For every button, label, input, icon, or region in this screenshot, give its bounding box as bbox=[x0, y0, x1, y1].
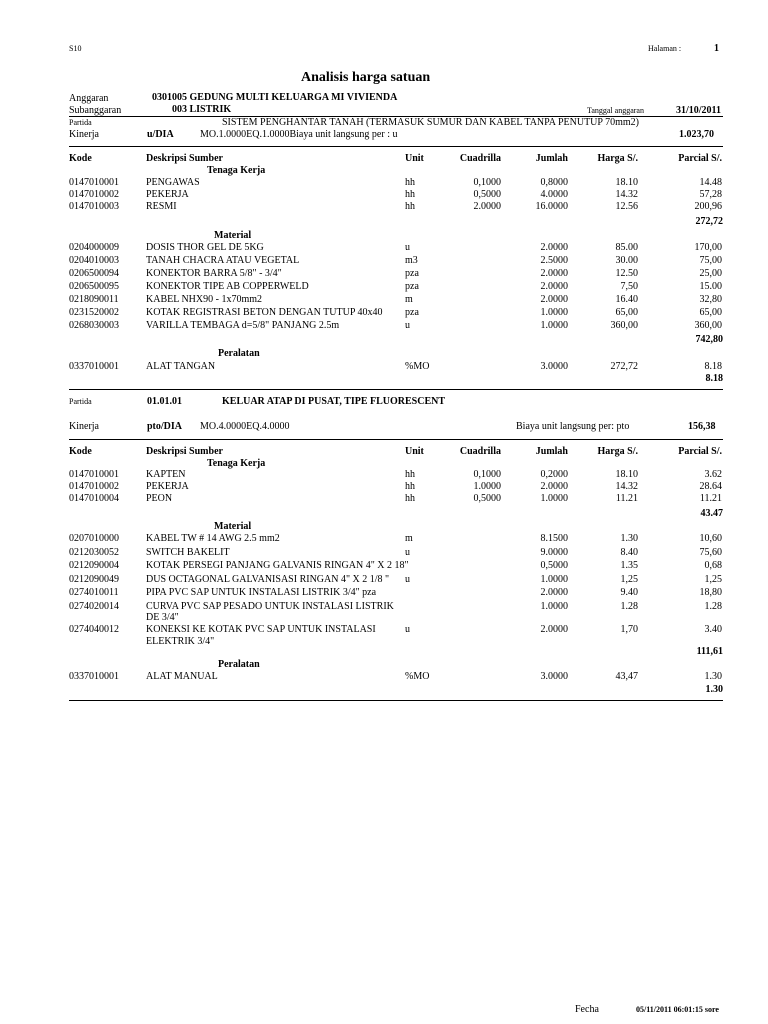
cell-unit: pza bbox=[405, 307, 419, 318]
cell-kode: 0147010001 bbox=[69, 469, 119, 480]
partida-code: 01.01.01 bbox=[147, 396, 182, 407]
cell-jumlah: 2.0000 bbox=[540, 294, 568, 305]
divider bbox=[69, 439, 723, 440]
cell-jumlah: 2.0000 bbox=[540, 242, 568, 253]
cell-unit: hh bbox=[405, 189, 415, 200]
cell-harga: 65,00 bbox=[615, 307, 638, 318]
cell-kode: 0206500094 bbox=[69, 268, 119, 279]
cell-parcial: 200,96 bbox=[694, 201, 722, 212]
table-row bbox=[69, 294, 723, 306]
cell-desc: RESMI bbox=[146, 201, 177, 212]
cell-jumlah: 0,5000 bbox=[540, 560, 568, 571]
subtotal: 1.30 bbox=[705, 684, 723, 695]
kinerja-unit: pto/DIA bbox=[147, 421, 183, 432]
cell-parcial: 28.64 bbox=[699, 481, 722, 492]
cell-desc: TANAH CHACRA ATAU VEGETAL bbox=[146, 255, 300, 266]
cell-harga: 1.28 bbox=[620, 600, 638, 612]
cell-jumlah: 1.0000 bbox=[540, 493, 568, 504]
table-row bbox=[69, 189, 723, 201]
cell-harga: 14.32 bbox=[615, 189, 638, 200]
col-deskripsi: Deskripsi Sumber bbox=[146, 153, 223, 164]
cell-unit: u bbox=[405, 320, 410, 331]
subtotal: 8.18 bbox=[705, 373, 723, 384]
fecha-value: 05/11/2011 06:01:15 sore bbox=[636, 1005, 719, 1014]
section-heading: Peralatan bbox=[218, 659, 260, 670]
col-kode: Kode bbox=[69, 153, 92, 164]
cell-unit: hh bbox=[405, 481, 415, 492]
col-deskripsi: Deskripsi Sumber bbox=[146, 446, 223, 457]
col-unit: Unit bbox=[405, 446, 424, 457]
cell-jumlah: 0,8000 bbox=[540, 177, 568, 188]
cell-parcial: 25,00 bbox=[699, 268, 722, 279]
cell-harga: 14.32 bbox=[615, 481, 638, 492]
page-title: Analisis harga satuan bbox=[301, 70, 431, 85]
cell-jumlah: 2.0000 bbox=[540, 281, 568, 292]
cell-kode: 0231520002 bbox=[69, 307, 119, 318]
cell-kode: 0204010003 bbox=[69, 255, 119, 266]
table-row bbox=[69, 177, 723, 189]
cell-cuadrilla: 0,5000 bbox=[473, 189, 501, 200]
cell-desc: KABEL TW # 14 AWG 2.5 mm2 bbox=[146, 533, 280, 544]
cell-kode: 0147010001 bbox=[69, 177, 119, 188]
cell-kode: 0207010000 bbox=[69, 533, 119, 544]
partida-title: KELUAR ATAP DI PUSAT, TIPE FLUORESCENT bbox=[222, 396, 446, 407]
cell-kode: 0274010011 bbox=[69, 587, 119, 598]
table-row bbox=[69, 469, 723, 481]
cell-harga: 18.10 bbox=[615, 469, 638, 480]
section-heading: Peralatan bbox=[218, 348, 260, 359]
table-row bbox=[69, 307, 723, 319]
section-heading: Material bbox=[214, 521, 252, 532]
cell-desc: VARILLA TEMBAGA d=5/8" PANJANG 2.5m bbox=[146, 320, 340, 331]
cell-kode: 0337010001 bbox=[69, 361, 119, 372]
table-row bbox=[69, 560, 723, 572]
cell-jumlah: 1.0000 bbox=[540, 573, 568, 585]
cell-desc: ALAT TANGAN bbox=[146, 361, 216, 372]
subtotal: 43.47 bbox=[700, 508, 723, 519]
cell-unit: pza bbox=[405, 268, 419, 279]
table-row bbox=[69, 624, 723, 636]
cell-jumlah: 2.5000 bbox=[540, 255, 568, 266]
section-heading: Tenaga Kerja bbox=[207, 165, 266, 176]
subtotal: 272,72 bbox=[695, 216, 723, 227]
cell-parcial: 18,80 bbox=[699, 587, 722, 598]
table-row bbox=[69, 533, 723, 545]
tanggal-value: 31/10/2011 bbox=[676, 105, 722, 116]
cell-parcial: 1.30 bbox=[704, 671, 722, 682]
cell-kode: 0204000009 bbox=[69, 242, 119, 253]
cell-kode: 0212030052 bbox=[69, 546, 119, 558]
section-heading: Tenaga Kerja bbox=[207, 458, 266, 469]
cell-harga: 1.30 bbox=[620, 533, 638, 544]
table-row bbox=[69, 255, 723, 267]
cell-jumlah: 1.0000 bbox=[540, 307, 568, 318]
cell-desc: KONEKSI KE KOTAK PVC SAP UNTUK INSTALASI bbox=[146, 624, 376, 635]
kinerja-total: 1.023,70 bbox=[679, 129, 714, 140]
cell-parcial: 11.21 bbox=[699, 493, 722, 504]
report-code: S10 bbox=[69, 44, 82, 53]
cell-unit: hh bbox=[405, 201, 415, 212]
cell-desc: KABEL NHX90 - 1x70mm2 bbox=[146, 294, 263, 305]
cell-kode: 0147010003 bbox=[69, 201, 119, 212]
cell-kode: 0147010002 bbox=[69, 481, 119, 492]
fecha-label: Fecha bbox=[575, 1004, 599, 1015]
cell-kode: 0274040012 bbox=[69, 624, 119, 635]
cell-jumlah: 1.0000 bbox=[540, 600, 568, 612]
cell-unit: hh bbox=[405, 493, 415, 504]
table-row bbox=[69, 547, 723, 559]
cell-desc-cont: DE 3/4" bbox=[146, 612, 179, 623]
col-jumlah: Jumlah bbox=[535, 153, 568, 164]
subtotal: 742,80 bbox=[695, 334, 723, 345]
divider bbox=[69, 389, 723, 390]
subanggaran-label: Subanggaran bbox=[69, 105, 122, 116]
cell-harga: 1.35 bbox=[620, 560, 638, 571]
cell-harga: 8.40 bbox=[620, 546, 638, 558]
cell-unit: u bbox=[405, 624, 410, 635]
table-row bbox=[69, 574, 723, 586]
cell-parcial: 1,25 bbox=[704, 573, 722, 585]
cell-jumlah: 2.0000 bbox=[540, 268, 568, 279]
table-row bbox=[69, 481, 723, 493]
cell-kode: 0212090004 bbox=[69, 560, 119, 571]
cell-desc: SWITCH BAKELIT bbox=[146, 546, 230, 558]
cell-jumlah: 0,2000 bbox=[540, 469, 568, 480]
cell-jumlah: 4.0000 bbox=[540, 189, 568, 200]
table-row bbox=[69, 587, 723, 599]
col-harga: Harga S/. bbox=[597, 446, 638, 457]
kinerja-total: 156,38 bbox=[688, 421, 716, 432]
cell-unit: m bbox=[405, 533, 413, 544]
cell-jumlah: 2.0000 bbox=[540, 624, 568, 635]
anggaran-value: 0301005 GEDUNG MULTI KELUARGA MI VIVIENDA bbox=[152, 92, 398, 103]
cell-parcial: 3.40 bbox=[704, 624, 722, 635]
cell-cuadrilla: 2.0000 bbox=[473, 201, 501, 212]
page-number: 1 bbox=[714, 43, 719, 54]
divider bbox=[69, 700, 723, 701]
cell-desc: DUS OCTAGONAL GALVANISASI RINGAN 4" X 2 1/8 " bbox=[146, 573, 390, 585]
cell-parcial: 65,00 bbox=[699, 307, 722, 318]
col-parcial: Parcial S/. bbox=[678, 153, 722, 164]
cell-parcial: 170,00 bbox=[694, 242, 722, 253]
cell-cuadrilla: 0,1000 bbox=[473, 177, 501, 188]
cell-kode: 0268030003 bbox=[69, 320, 119, 331]
cell-desc: ALAT MANUAL bbox=[146, 671, 218, 682]
cell-jumlah: 8.1500 bbox=[540, 533, 568, 544]
kinerja-label: Kinerja bbox=[69, 129, 99, 140]
column-header bbox=[69, 153, 723, 165]
kinerja-text: MO.1.0000EQ.1.0000Biaya unit langsung per : u bbox=[200, 129, 398, 140]
cell-harga: 11.21 bbox=[615, 493, 638, 504]
cell-parcial: 57,28 bbox=[699, 189, 722, 200]
cell-unit: hh bbox=[405, 469, 415, 480]
table-row-continuation bbox=[69, 636, 723, 648]
cell-harga: 16.40 bbox=[615, 294, 638, 305]
cell-unit: pza bbox=[405, 281, 419, 292]
section-heading: Material bbox=[214, 230, 252, 241]
cell-jumlah: 1.0000 bbox=[540, 320, 568, 331]
cell-harga: 9.40 bbox=[620, 587, 638, 598]
partida-title: SISTEM PENGHANTAR TANAH (TERMASUK SUMUR DAN KABEL TANPA PENUTUP 70mm2) bbox=[222, 117, 639, 128]
cell-jumlah: 9.0000 bbox=[540, 546, 568, 558]
cell-harga: 30.00 bbox=[615, 255, 638, 266]
cell-desc: PENGAWAS bbox=[146, 177, 200, 188]
table-row bbox=[69, 361, 723, 373]
cell-parcial: 14.48 bbox=[699, 177, 722, 188]
table-row bbox=[69, 242, 723, 254]
cell-jumlah: 3.0000 bbox=[540, 671, 568, 682]
cell-parcial: 15.00 bbox=[699, 281, 722, 292]
cell-parcial: 32,80 bbox=[699, 294, 722, 305]
cell-unit: u bbox=[405, 546, 410, 558]
anggaran-label: Anggaran bbox=[69, 93, 109, 104]
cell-harga: 272,72 bbox=[610, 361, 638, 372]
cell-harga: 85.00 bbox=[615, 242, 638, 253]
cell-desc: KAPTEN bbox=[146, 469, 186, 480]
table-row bbox=[69, 493, 723, 505]
cell-kode: 0218090011 bbox=[69, 294, 119, 305]
kinerja-label: Kinerja bbox=[69, 421, 99, 432]
col-unit: Unit bbox=[405, 153, 424, 164]
table-row bbox=[69, 320, 723, 332]
cell-parcial: 360,00 bbox=[694, 320, 722, 331]
biaya-label: Biaya unit langsung per: pto bbox=[516, 421, 630, 432]
column-header bbox=[69, 446, 723, 458]
cell-desc: KONEKTOR TIPE AB COPPERWELD bbox=[146, 281, 309, 292]
cell-harga: 7,50 bbox=[620, 281, 638, 292]
col-harga: Harga S/. bbox=[597, 153, 638, 164]
col-cuadrilla: Cuadrilla bbox=[459, 153, 501, 164]
cell-harga: 12.50 bbox=[615, 268, 638, 279]
col-jumlah: Jumlah bbox=[535, 446, 568, 457]
cell-harga: 1,25 bbox=[620, 573, 638, 585]
cell-parcial: 10,60 bbox=[699, 533, 722, 544]
table-row bbox=[69, 281, 723, 293]
cell-unit: %MO bbox=[405, 671, 430, 682]
cell-kode: 0274020014 bbox=[69, 600, 119, 612]
cell-desc: PIPA PVC SAP UNTUK INSTALASI LISTRIK 3/4" pza bbox=[146, 587, 377, 598]
cell-unit: %MO bbox=[405, 361, 430, 372]
cell-unit: m bbox=[405, 294, 413, 305]
cell-desc: PEKERJA bbox=[146, 189, 189, 200]
cell-desc: DOSIS THOR GEL DE 5KG bbox=[146, 242, 264, 253]
cell-desc: KOTAK REGISTRASI BETON DENGAN TUTUP 40x40 bbox=[146, 307, 383, 318]
partida-label: Partida bbox=[69, 118, 92, 127]
tanggal-label: Tanggal anggaran bbox=[587, 106, 644, 115]
cell-parcial: 1.28 bbox=[704, 600, 722, 612]
table-row bbox=[69, 601, 723, 613]
divider bbox=[69, 146, 723, 147]
col-cuadrilla: Cuadrilla bbox=[459, 446, 501, 457]
table-row bbox=[69, 671, 723, 683]
cell-unit: u bbox=[405, 242, 410, 253]
subtotal: 111,61 bbox=[696, 646, 723, 657]
cell-parcial: 8.18 bbox=[704, 361, 722, 372]
cell-unit: u bbox=[405, 573, 410, 585]
cell-parcial: 0,68 bbox=[704, 560, 722, 571]
cell-harga: 18.10 bbox=[615, 177, 638, 188]
cell-cuadrilla: 1.0000 bbox=[473, 481, 501, 492]
table-row bbox=[69, 268, 723, 280]
cell-parcial: 75,60 bbox=[699, 546, 722, 558]
cell-desc: PEKERJA bbox=[146, 481, 189, 492]
cell-jumlah: 2.0000 bbox=[540, 481, 568, 492]
cell-jumlah: 3.0000 bbox=[540, 361, 568, 372]
cell-harga: 360,00 bbox=[610, 320, 638, 331]
cell-parcial: 3.62 bbox=[704, 469, 722, 480]
cell-unit: hh bbox=[405, 177, 415, 188]
cell-kode: 0147010002 bbox=[69, 189, 119, 200]
cell-harga: 1,70 bbox=[620, 624, 638, 635]
cell-desc: PEON bbox=[146, 493, 173, 504]
cell-desc: CURVA PVC SAP PESADO UNTUK INSTALASI LISTRIK bbox=[146, 600, 394, 612]
cell-kode: 0147010004 bbox=[69, 493, 119, 504]
cell-harga: 12.56 bbox=[615, 201, 638, 212]
cell-kode: 0212090049 bbox=[69, 573, 119, 585]
cell-desc-cont: ELEKTRIK 3/4" bbox=[146, 635, 215, 647]
cell-parcial: 75,00 bbox=[699, 255, 722, 266]
kinerja-text: MO.4.0000EQ.4.0000 bbox=[200, 421, 290, 432]
table-row bbox=[69, 201, 723, 213]
cell-cuadrilla: 0,1000 bbox=[473, 469, 501, 480]
cell-cuadrilla: 0,5000 bbox=[473, 493, 501, 504]
cell-desc: KONEKTOR BARRA 5/8" - 3/4" bbox=[146, 268, 282, 279]
cell-kode: 0337010001 bbox=[69, 671, 119, 682]
cell-unit: m3 bbox=[405, 255, 418, 266]
col-kode: Kode bbox=[69, 446, 92, 457]
page-label: Halaman : bbox=[648, 44, 682, 53]
cell-desc: KOTAK PERSEGI PANJANG GALVANIS RINGAN 4" X 2 18" bbox=[146, 560, 409, 571]
kinerja-unit: u/DIA bbox=[147, 129, 174, 140]
partida-label: Partida bbox=[69, 397, 92, 406]
subanggaran-value: 003 LISTRIK bbox=[172, 104, 232, 115]
cell-jumlah: 2.0000 bbox=[540, 587, 568, 598]
cell-kode: 0206500095 bbox=[69, 281, 119, 292]
cell-harga: 43,47 bbox=[615, 671, 638, 682]
col-parcial: Parcial S/. bbox=[678, 446, 722, 457]
cell-jumlah: 16.0000 bbox=[535, 201, 568, 212]
table-row-continuation bbox=[69, 612, 723, 624]
